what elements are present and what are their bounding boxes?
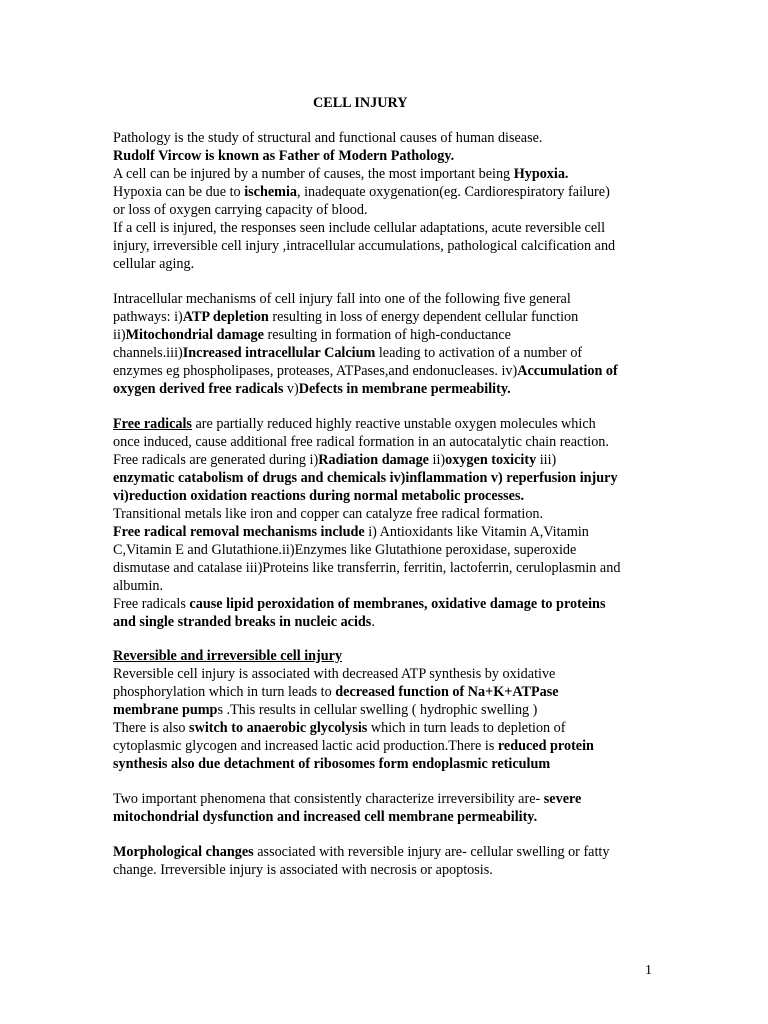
page-number: 1	[645, 963, 652, 978]
irreversibility-line	[113, 790, 661, 808]
text-run: Two important phenomena that consistently characterize irreversibility are-	[113, 791, 544, 807]
reversible-line: Reversible cell injury is associated with decreased ATP synthesis by oxidative	[113, 666, 556, 682]
bold-text: decreased function of Na+K+ATPase	[335, 684, 559, 700]
bold-text: Defects in membrane permeability.	[298, 381, 511, 397]
bold-text: membrane pump	[113, 702, 218, 718]
bold-text: ischemia	[244, 184, 298, 200]
free-radicals-paragraph	[113, 415, 661, 631]
mechanisms-line	[113, 308, 661, 326]
text-run: channels.iii)	[113, 345, 183, 361]
underlined-heading: Reversible and irreversible cell injury	[113, 648, 343, 664]
bold-text: ATP depletion	[182, 309, 269, 325]
text-run: resulting in formation of high-conductance	[263, 327, 511, 343]
text-run: associated with reversible injury are- cellular swelling or fatty	[253, 844, 610, 860]
bold-text: Mitochondrial damage	[125, 327, 264, 343]
bold-text: enzymatic catabolism of drugs and chemicals iv)inflammation v) reperfusion injury	[113, 470, 618, 486]
bold-text: Increased intracellular Calcium	[182, 345, 376, 361]
text-run: Free radicals	[113, 596, 190, 612]
bold-text: and single stranded breaks in nucleic acids	[113, 614, 372, 630]
text-run: There is also	[113, 720, 190, 736]
mechanisms-line	[113, 344, 661, 362]
section-heading	[113, 647, 661, 665]
bold-text: Rudolf Vircow is known as Father of Modern Pathology.	[113, 148, 455, 164]
bold-text: switch to anaerobic glycolysis	[189, 720, 368, 736]
text-run: iii)	[536, 452, 557, 468]
text-run: ii)	[113, 327, 126, 343]
mechanisms-line	[113, 380, 661, 398]
bold-text: cause lipid peroxidation of membranes, oxidative damage to proteins	[189, 596, 606, 612]
bold-text: Hypoxia.	[513, 166, 569, 182]
free-radicals-line	[113, 595, 661, 613]
free-radicals-line	[113, 451, 661, 469]
bold-text: vi)reduction oxidation reactions during normal metabolic processes.	[113, 488, 525, 504]
morphology-paragraph	[113, 843, 661, 879]
bold-text: oxygen derived free radicals	[113, 381, 284, 397]
text-run: resulting in loss of energy dependent cellular function	[268, 309, 579, 325]
bold-text: oxygen toxicity	[445, 452, 537, 468]
free-radicals-line: albumin.	[113, 578, 164, 594]
bold-text: Free radical removal mechanisms include	[113, 524, 365, 540]
free-radicals-line: Transitional metals like iron and copper can catalyze free radical formation.	[113, 506, 544, 522]
text-run: phosphorylation which in turn leads to	[113, 684, 336, 700]
text-run: ii)	[428, 452, 446, 468]
bold-text: reduced protein	[497, 738, 594, 754]
free-radicals-line	[113, 469, 661, 487]
reversible-paragraph	[113, 647, 661, 773]
reversible-line	[113, 683, 661, 701]
irreversibility-line	[113, 808, 661, 826]
irreversibility-paragraph	[113, 790, 661, 826]
mechanisms-line: Intracellular mechanisms of cell injury fall into one of the following five general	[113, 291, 571, 307]
text-run: Free radicals are generated during i)	[113, 452, 319, 468]
text-run: leading to activation of a number of	[375, 345, 583, 361]
intro-line: cellular aging.	[113, 256, 195, 272]
morphology-line	[113, 843, 661, 861]
mechanisms-paragraph	[113, 290, 661, 398]
free-radicals-line	[113, 613, 661, 631]
intro-line: injury, irreversible cell injury ,intracellular accumulations, pathological calcification and	[113, 238, 616, 254]
page-title: CELL INJURY	[313, 95, 408, 111]
free-radicals-line: once induced, cause additional free radical formation in an autocatalytic chain reaction.	[113, 434, 609, 450]
text-run: which in turn leads to depletion of	[367, 720, 566, 736]
text-run: A cell can be injured by a number of causes, the most important being	[113, 166, 514, 182]
underlined-heading: Free radicals	[113, 416, 192, 432]
intro-line	[113, 147, 661, 165]
intro-line	[113, 183, 661, 201]
mechanisms-line	[113, 362, 661, 380]
bold-text: Morphological changes	[113, 844, 254, 860]
text-run: s .This results in cellular swelling ( hydrophic swelling )	[217, 702, 538, 718]
reversible-line	[113, 737, 661, 755]
bold-text: synthesis also due detachment of ribosomes form endoplasmic reticulum	[113, 756, 551, 772]
intro-paragraph	[113, 129, 661, 273]
bold-text: severe	[543, 791, 582, 807]
free-radicals-line: dismutase and catalase iii)Proteins like transferrin, ferritin, lactoferrin, ceruloplasmin and	[113, 560, 621, 576]
free-radicals-line	[113, 487, 661, 505]
bold-text: mitochondrial dysfunction and increased cell membrane permeability.	[113, 809, 538, 825]
text-run: Hypoxia can be due to	[113, 184, 245, 200]
text-run: , inadequate oxygenation(eg. Cardiorespiratory failure)	[297, 184, 610, 200]
mechanisms-line	[113, 326, 661, 344]
text-run: .	[371, 614, 375, 630]
bold-text: Accumulation of	[517, 363, 618, 379]
text-run: i) Antioxidants like Vitamin A,Vitamin	[364, 524, 589, 540]
reversible-line	[113, 755, 661, 773]
text-run: enzymes eg phospholipases, proteases, ATPases,and endonucleases. iv)	[113, 363, 518, 379]
free-radicals-line	[113, 415, 661, 433]
text-run: cytoplasmic glycogen and increased lactic acid production.There is	[113, 738, 498, 754]
text-run: are partially reduced highly reactive unstable oxygen molecules which	[191, 416, 596, 432]
free-radicals-line: C,Vitamin E and Glutathione.ii)Enzymes like Glutathione peroxidase, superoxide	[113, 542, 577, 558]
intro-line	[113, 165, 661, 183]
text-run: pathways: i)	[113, 309, 183, 325]
reversible-line	[113, 701, 661, 719]
morphology-line: change. Irreversible injury is associated with necrosis or apoptosis.	[113, 862, 493, 878]
free-radicals-line	[113, 523, 661, 541]
intro-line: Pathology is the study of structural and functional causes of human disease.	[113, 130, 543, 146]
reversible-line	[113, 719, 661, 737]
bold-text: Radiation damage	[318, 452, 429, 468]
intro-line: or loss of oxygen carrying capacity of blood.	[113, 202, 368, 218]
text-run: v)	[283, 381, 299, 397]
intro-line: If a cell is injured, the responses seen include cellular adaptations, acute reversible cell	[113, 220, 606, 236]
